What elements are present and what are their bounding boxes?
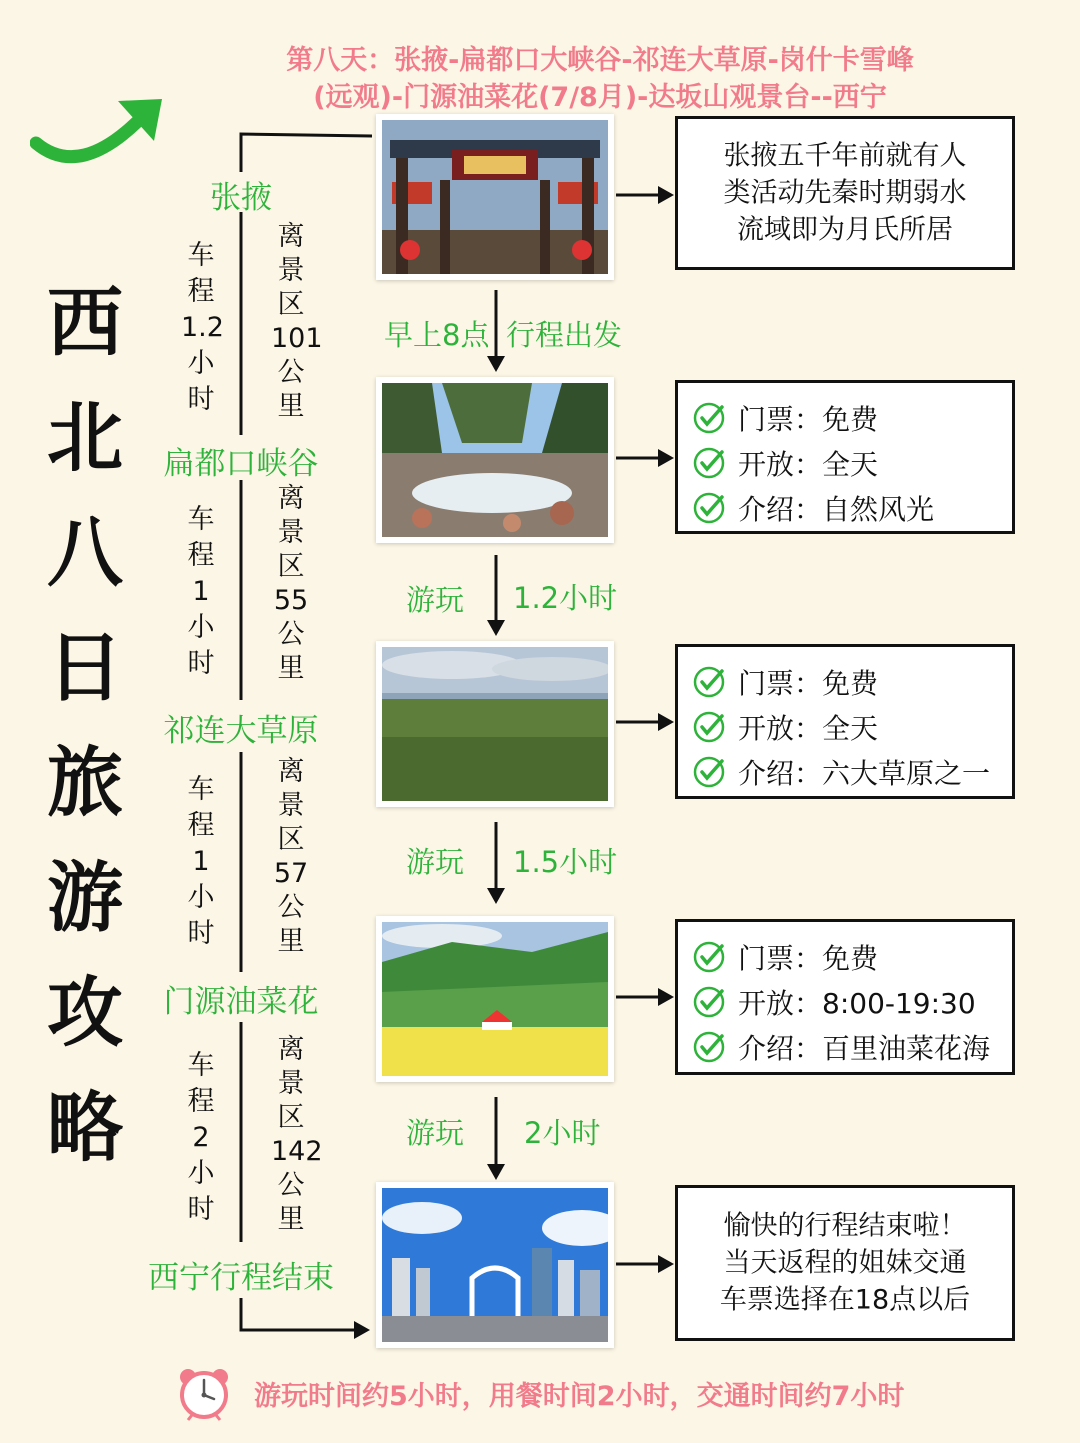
info-item [692, 979, 990, 1024]
distance-char: 里 [277, 1204, 305, 1235]
drive-char: 车 [187, 240, 215, 271]
check-icon [692, 665, 726, 699]
drive-char: 小 [187, 1158, 215, 1189]
info-item-text: 门票：免费 [738, 666, 879, 700]
step-right-label: 2小时 [524, 1116, 601, 1150]
distance-char: 景 [277, 255, 305, 286]
info-line: 类活动先秦时期弱水 [723, 177, 967, 209]
distance-label [271, 755, 311, 959]
menyuan-rapeseed-photo [376, 916, 614, 1082]
title-char: 北 [47, 393, 123, 482]
info-item-text: 介绍：百里油菜花海 [738, 1031, 991, 1065]
info-item [692, 704, 990, 749]
time-summary-text: 游玩时间约5小时，用餐时间2小时，交通时间约7小时 [254, 1380, 905, 1412]
check-icon [692, 491, 726, 525]
title-char: 游 [47, 853, 123, 942]
heading-line-1: 第八天：张掖-扁都口大峡谷-祁连大草原-岗什卡雪峰 [286, 45, 914, 76]
check-icon [692, 940, 726, 974]
info-line: 当天返程的姐妹交通 [723, 1247, 967, 1279]
title-char: 西 [47, 278, 123, 367]
info-item-text: 介绍：六大草原之一 [738, 756, 991, 790]
distance-char: 区 [277, 824, 305, 855]
drive-char: 小 [187, 348, 215, 379]
title-char: 日 [47, 623, 123, 712]
biandukou-info-box [675, 380, 1015, 534]
info-item [692, 934, 990, 979]
step-left-label: 游玩 [406, 845, 465, 879]
distance-char: 区 [277, 1102, 305, 1133]
info-item [692, 485, 934, 530]
drive-char: 程 [187, 540, 215, 571]
drive-time-label [181, 1048, 221, 1228]
drive-char: 车 [187, 1050, 215, 1081]
title-char: 攻 [47, 968, 123, 1057]
drive-char: 程 [187, 276, 215, 307]
drive-value: 2 [192, 1122, 210, 1153]
distance-char: 景 [277, 790, 305, 821]
check-icon [692, 1030, 726, 1064]
info-item [692, 395, 934, 440]
distance-value: 142 [271, 1136, 323, 1167]
distance-char: 公 [277, 892, 305, 923]
distance-label [271, 1033, 323, 1237]
distance-char: 离 [277, 756, 305, 787]
distance-char: 区 [277, 289, 305, 320]
biandukou-canyon-photo [376, 377, 614, 543]
info-item-text: 介绍：自然风光 [738, 492, 935, 526]
info-line: 车票选择在18点以后 [719, 1284, 971, 1316]
distance-label [271, 220, 323, 424]
info-item-text: 开放：全天 [738, 711, 879, 745]
distance-value: 101 [271, 323, 323, 354]
distance-char: 里 [277, 926, 305, 957]
info-item [692, 440, 934, 485]
drive-char: 时 [187, 918, 215, 949]
info-text [678, 138, 1012, 249]
info-item-text: 开放：全天 [738, 447, 879, 481]
drive-time-label [181, 238, 224, 418]
heading-line-2: (远观)-门源油菜花(7/8月)-达坂山观景台--西宁 [313, 82, 887, 113]
step-left-label: 游玩 [406, 583, 465, 617]
stop-biandukou: 扁都口峡谷 [163, 446, 319, 482]
qilian-grassland-photo [376, 641, 614, 807]
step-right-label: 1.2小时 [513, 581, 618, 615]
drive-value: 1 [192, 846, 210, 877]
info-line: 流域即为月氏所居 [737, 214, 953, 246]
distance-char: 公 [277, 619, 305, 650]
check-icon [692, 446, 726, 480]
step-right-label: 1.5小时 [513, 845, 618, 879]
distance-value: 55 [273, 585, 309, 616]
info-item-text: 门票：免费 [738, 941, 879, 975]
drive-value: 1 [192, 576, 210, 607]
stop-qilian-grassland: 祁连大草原 [163, 713, 319, 749]
check-icon [692, 710, 726, 744]
zhangye-gate-photo [376, 114, 614, 280]
drive-char: 小 [187, 882, 215, 913]
title-char: 八 [47, 508, 123, 597]
drive-char: 程 [187, 810, 215, 841]
distance-char: 区 [277, 551, 305, 582]
info-line: 愉快的行程结束啦！ [723, 1210, 967, 1242]
drive-char: 时 [187, 648, 215, 679]
alarm-clock-icon [176, 1365, 232, 1421]
drive-char: 车 [187, 774, 215, 805]
distance-char: 里 [277, 653, 305, 684]
info-item [692, 659, 990, 704]
stop-zhangye: 张掖 [210, 180, 272, 216]
info-item [692, 749, 990, 794]
drive-value: 1.2 [181, 312, 224, 343]
check-icon [692, 755, 726, 789]
distance-label [271, 482, 311, 686]
info-line: 张掖五千年前就有人 [723, 140, 967, 172]
distance-char: 离 [277, 221, 305, 252]
menyuan-info-box [675, 919, 1015, 1075]
info-text [678, 1208, 1012, 1319]
zhangye-info-box [675, 116, 1015, 270]
drive-char: 时 [187, 384, 215, 415]
drive-char: 时 [187, 1194, 215, 1225]
step-left-label: 早上8点 [384, 318, 490, 352]
stop-xining-end: 西宁行程结束 [148, 1260, 334, 1296]
distance-char: 公 [277, 1170, 305, 1201]
info-item-text: 开放：8:00-19:30 [738, 986, 976, 1020]
drive-char: 程 [187, 1086, 215, 1117]
distance-char: 景 [277, 1068, 305, 1099]
qilian-info-box [675, 644, 1015, 799]
drive-char: 车 [187, 504, 215, 535]
info-item-text: 门票：免费 [738, 402, 879, 436]
check-icon [692, 985, 726, 1019]
step-right-label: 行程出发 [506, 318, 623, 352]
drive-time-label [181, 502, 221, 682]
time-summary [176, 1363, 1006, 1423]
distance-char: 离 [277, 1034, 305, 1065]
xining-city-photo [376, 1182, 614, 1348]
title-char: 略 [47, 1083, 123, 1172]
distance-char: 离 [277, 483, 305, 514]
drive-char: 小 [187, 612, 215, 643]
distance-char: 景 [277, 517, 305, 548]
title-char: 旅 [47, 738, 123, 827]
distance-value: 57 [273, 858, 309, 889]
distance-char: 公 [277, 357, 305, 388]
xining-info-box [675, 1185, 1015, 1341]
check-icon [692, 401, 726, 435]
drive-time-label [181, 772, 221, 952]
step-left-label: 游玩 [406, 1116, 465, 1150]
distance-char: 里 [277, 391, 305, 422]
stop-menyuan-rapeseed: 门源油菜花 [163, 984, 319, 1020]
info-item [692, 1024, 990, 1069]
